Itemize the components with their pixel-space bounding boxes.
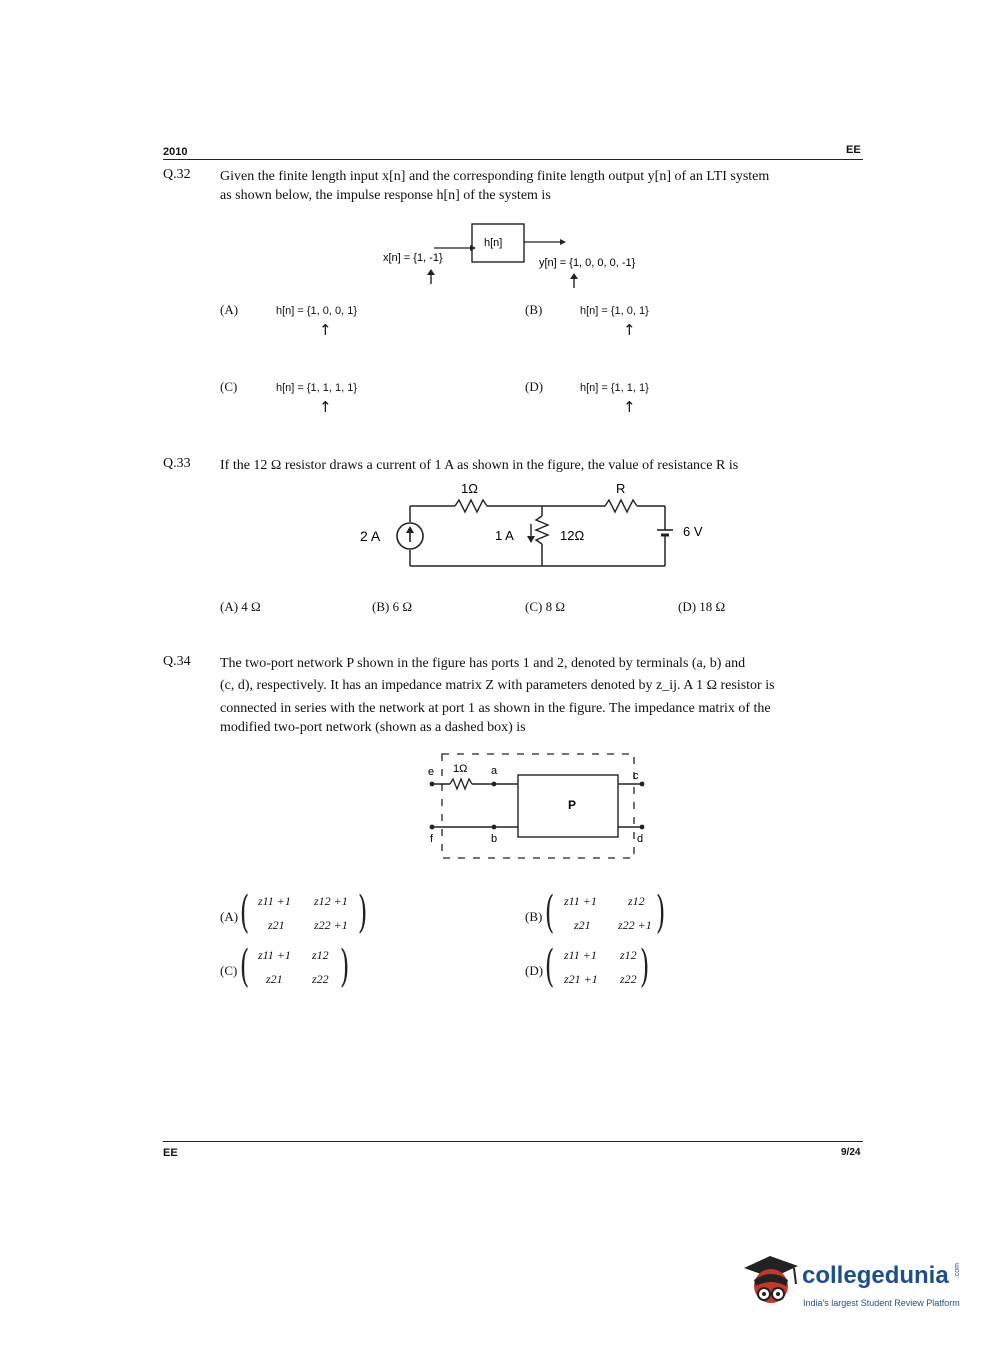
q34-option-a-right-paren: ) xyxy=(357,887,368,938)
q34-text-line2: (c, d), respectively. It has an impedance matrix Z with parameters denoted by z_ij. A 1 Ω resistor is xyxy=(220,678,775,693)
q33-option-d-label: (D) xyxy=(678,599,697,614)
q34-network-p: P xyxy=(568,798,577,812)
q34-option-b-m21: z21 xyxy=(574,918,591,932)
q32-option-a-value: h[n] = {1, 0, 0, 1} xyxy=(276,305,358,317)
q32-option-c-label: (C) xyxy=(220,379,238,394)
q34-resistor-label: 1Ω xyxy=(453,763,468,775)
q33-option-d-value: 18 Ω xyxy=(699,599,726,614)
footer-rule xyxy=(163,1141,863,1142)
footer-page-number: 9/24 xyxy=(841,1147,861,1158)
collegedunia-mascot-icon xyxy=(740,1250,802,1314)
q32-option-b-arrow-icon: ↑ xyxy=(623,321,636,339)
q34-number: Q.34 xyxy=(163,654,191,669)
q34-option-b-right-paren: ) xyxy=(655,887,666,938)
q33-circuit xyxy=(355,474,725,574)
q34-text-line4: modified two-port network (shown as a dashed box) is xyxy=(220,720,526,735)
q34-option-b-m12: z12 xyxy=(628,894,645,908)
q34-option-d-m22: z22 xyxy=(620,972,637,986)
q34-option-d-right-paren: ) xyxy=(639,941,650,992)
q34-text-line1: The two-port network P shown in the figure has ports 1 and 2, denoted by terminals (a, b) and xyxy=(220,656,746,671)
q32-text-line1: Given the finite length input x[n] and the corresponding finite length output y[n] of an LTI system xyxy=(220,169,770,184)
brand-tld: .com xyxy=(954,1263,961,1279)
q32-option-b-label: (B) xyxy=(525,302,543,317)
q34-option-c-m11: z11 +1 xyxy=(258,948,291,962)
q34-two-port-diagram xyxy=(420,748,660,866)
q32-option-d-label: (D) xyxy=(525,379,544,394)
q34-option-c-label: (C) xyxy=(220,963,238,978)
q32-option-c-arrow-icon: ↑ xyxy=(319,398,332,416)
q34-option-d-label: (D) xyxy=(525,963,544,978)
q33-option-b-label: (B) xyxy=(372,599,390,614)
q32-text-line2: as shown below, the impulse response h[n] of the system is xyxy=(220,188,551,203)
q34-terminal-d: d xyxy=(637,833,644,845)
q32-input-label: x[n] = {1, -1} xyxy=(383,252,443,264)
q33-option-c-label: (C) xyxy=(525,599,543,614)
q34-option-d-m11: z11 +1 xyxy=(564,948,597,962)
q34-option-c-right-paren: ) xyxy=(339,941,350,992)
q34-option-c-m22: z22 xyxy=(312,972,329,986)
q33-option-c-value: 8 Ω xyxy=(545,599,566,614)
q34-option-a-left-paren: ( xyxy=(239,887,250,938)
q34-option-a-m21: z21 xyxy=(268,918,285,932)
q34-option-c-left-paren: ( xyxy=(239,941,250,992)
header-branch: EE xyxy=(846,144,861,156)
q34-option-c-m12: z12 xyxy=(312,948,329,962)
q34-option-a-label: (A) xyxy=(220,909,239,924)
q33-source-label: 2 A xyxy=(360,528,381,544)
footer-branch: EE xyxy=(163,1147,178,1159)
q34-option-b-label: (B) xyxy=(525,909,543,924)
q33-number: Q.33 xyxy=(163,456,191,471)
q33-voltage-label: 6 V xyxy=(683,524,703,539)
q32-option-a-arrow-icon: ↑ xyxy=(319,321,332,339)
brand-name: collegedunia xyxy=(802,1262,949,1289)
q34-terminal-b: b xyxy=(491,833,498,845)
q33-text: If the 12 Ω resistor draws a current of 1 A as shown in the figure, the value of resistance R is xyxy=(220,458,739,473)
q34-terminal-c: c xyxy=(633,770,639,782)
q33-option-b-value: 6 Ω xyxy=(392,599,413,614)
q32-option-a-label: (A) xyxy=(220,302,239,317)
q34-option-d-left-paren: ( xyxy=(544,941,555,992)
q34-terminal-e: e xyxy=(428,766,435,778)
q34-option-a-m22: z22 +1 xyxy=(314,918,348,932)
q34-option-b-left-paren: ( xyxy=(544,887,555,938)
q34-terminal-f: f xyxy=(430,833,434,845)
q32-output-label: y[n] = {1, 0, 0, 0, -1} xyxy=(539,257,636,269)
q34-text-line3: connected in series with the network at port 1 as shown in the figure. The impedance matrix of the xyxy=(220,701,771,716)
q32-block-label: h[n] xyxy=(484,237,503,249)
q32-option-d-arrow-icon: ↑ xyxy=(623,398,636,416)
q34-option-b-m22: z22 +1 xyxy=(618,918,652,932)
q33-r1-label: 1Ω xyxy=(461,481,478,496)
q34-option-d-m12: z12 xyxy=(620,948,637,962)
header-year: 2010 xyxy=(163,146,188,158)
q34-option-b-m11: z11 +1 xyxy=(564,894,597,908)
q32-option-c-value: h[n] = {1, 1, 1, 1} xyxy=(276,382,358,394)
q33-current-label: 1 A xyxy=(495,528,514,543)
q32-block-diagram xyxy=(370,218,690,290)
q33-option-a-label: (A) xyxy=(220,599,239,614)
q33-r-label: R xyxy=(616,481,626,496)
q33-r12-label: 12Ω xyxy=(560,528,585,543)
q34-option-a-m12: z12 +1 xyxy=(314,894,348,908)
q32-option-d-value: h[n] = {1, 1, 1} xyxy=(580,382,649,394)
q32-number: Q.32 xyxy=(163,167,191,182)
q33-option-a-value: 4 Ω xyxy=(241,599,261,614)
q34-option-c-m21: z21 xyxy=(266,972,283,986)
header-rule xyxy=(163,159,863,160)
q32-option-b-value: h[n] = {1, 0, 1} xyxy=(580,305,649,317)
q34-terminal-a: a xyxy=(491,765,498,777)
q34-option-d-m21: z21 +1 xyxy=(564,972,598,986)
brand-tagline: India's largest Student Review Platform xyxy=(803,1298,960,1308)
q34-option-a-m11: z11 +1 xyxy=(258,894,291,908)
